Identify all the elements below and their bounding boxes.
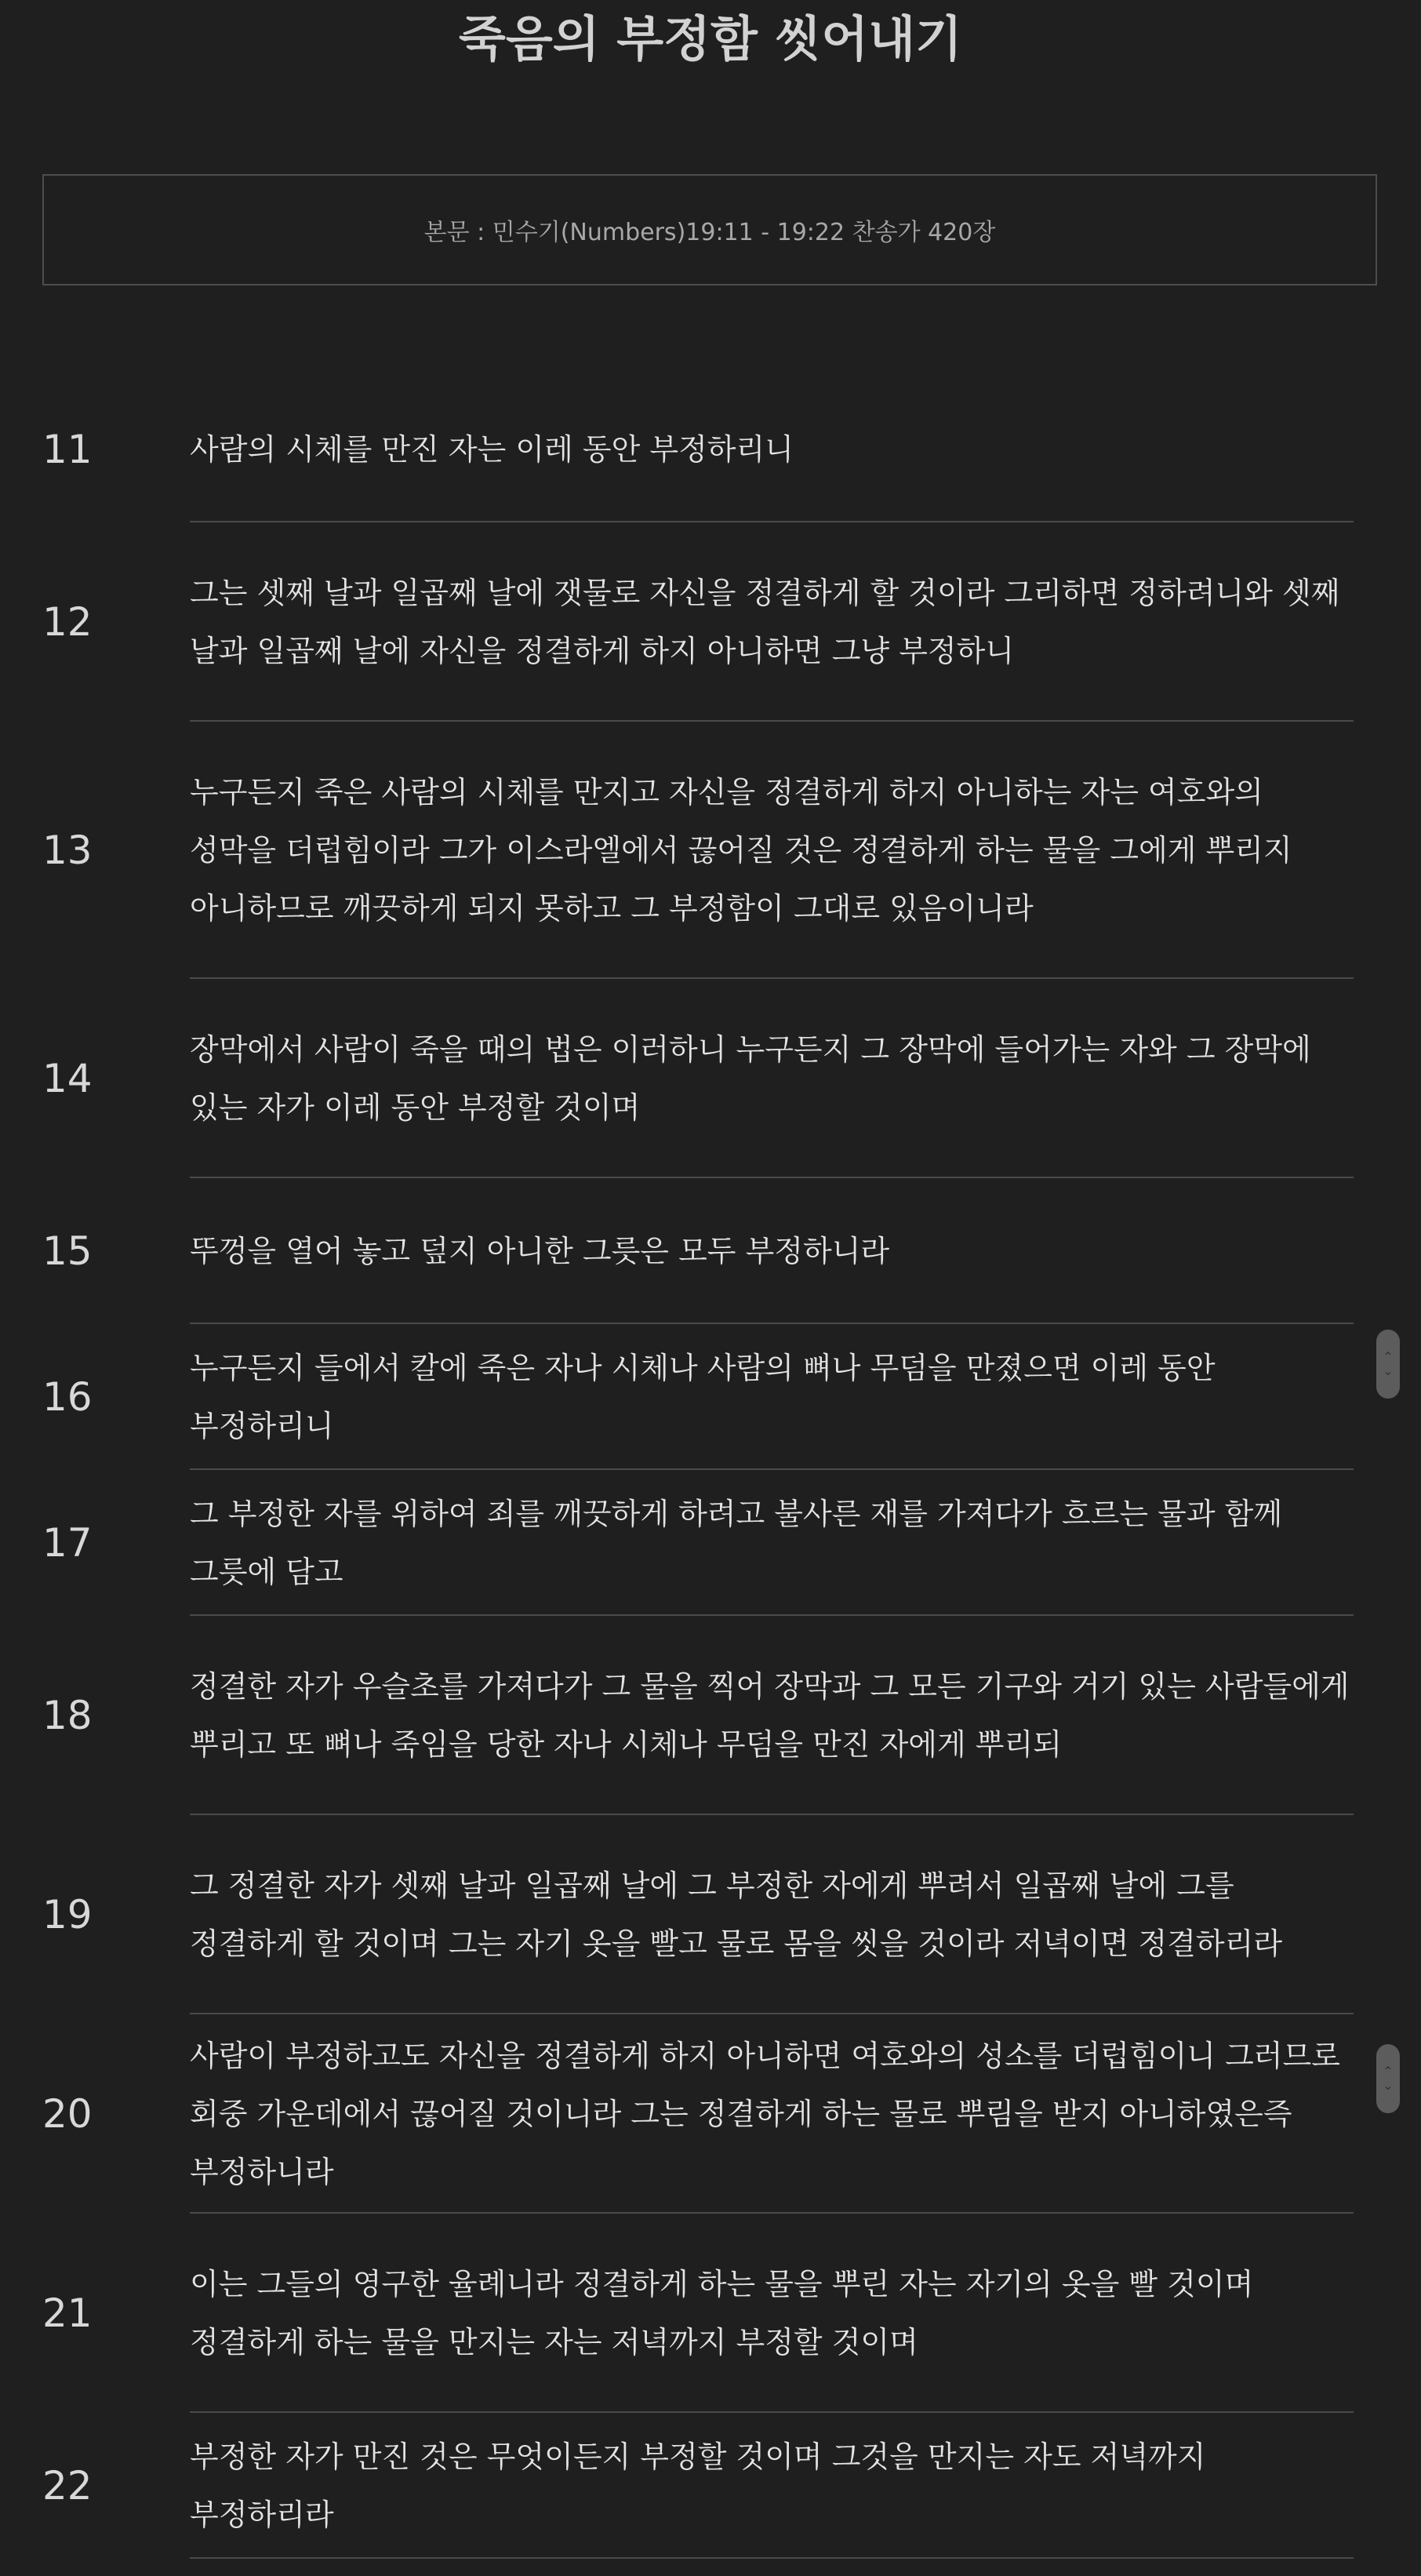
- verse-list: [0, 377, 1421, 2559]
- verse-text: 그 부정한 자를 위하여 죄를 깨끗하게 하려고 불사른 재를 가져다가 흐르는 물과 함께 그릇에 담고: [190, 1497, 1283, 1589]
- verse-row: [0, 1815, 1421, 2014]
- verse-text: 뚜껑을 열어 놓고 덮지 아니한 그릇은 모두 부정하니라: [190, 1234, 890, 1268]
- verse-row: [0, 1616, 1421, 1815]
- verse-number: 21: [42, 2290, 93, 2336]
- passage-reference-text: 본문 : 민수기(Numbers)19:11 - 19:22 찬송가 420장: [423, 219, 996, 246]
- verse-row: [0, 979, 1421, 1178]
- verse-row: [0, 2014, 1421, 2214]
- verse-text: 누구든지 들에서 칼에 죽은 자나 시체나 사람의 뼈나 무덤을 만졌으면 이레 동안 부정하리니: [190, 1351, 1216, 1443]
- verse-row: [0, 377, 1421, 522]
- verse-text: 사람이 부정하고도 자신을 정결하게 하지 아니하면 여호와의 성소를 더럽힘이니 그러므로 회중 가운데에서 끊어질 것이니라 그는 정결하게 하는 물로 뿌림을 받지 아니하였은즉 부정하니라: [190, 2039, 1340, 2189]
- verse-text: 그 정결한 자가 셋째 날과 일곱째 날에 그 부정한 자에게 뿌려서 일곱째 날에 그를 정결하게 할 것이며 그는 자기 옷을 빨고 물로 몸을 씻을 것이라 저녁이면 정결하리라: [190, 1868, 1283, 1961]
- verse-row: [0, 1470, 1421, 1616]
- verse-row: [0, 722, 1421, 979]
- verse-row: [0, 2413, 1421, 2559]
- up-down-chevron-icon: ⌃ ⌄: [1383, 2064, 1394, 2093]
- verse-text: 장막에서 사람이 죽을 때의 법은 이러하니 누구든지 그 장막에 들어가는 자와 그 장막에 있는 자가 이레 동안 부정할 것이며: [190, 1032, 1311, 1125]
- verse-text: 그는 셋째 날과 일곱째 날에 잿물로 자신을 정결하게 할 것이라 그리하면 정하려니와 셋째 날과 일곱째 날에 자신을 정결하게 하지 아니하면 그냥 부정하니: [190, 576, 1340, 668]
- verse-text: 누구든지 죽은 사람의 시체를 만지고 자신을 정결하게 하지 아니하는 자는 여호와의 성막을 더럽힘이라 그가 이스라엘에서 끊어질 것은 정결하게 하는 물을 그에게 뿌리지 아니하므로 깨끗하게 되지 못하고 그 부정함이 그대로 있음이니라: [190, 775, 1292, 926]
- verse-row: [0, 1324, 1421, 1470]
- verse-number: 16: [42, 1374, 93, 1420]
- verse-number: 13: [42, 828, 93, 873]
- passage-reference: [42, 174, 1377, 286]
- verse-text: 부정한 자가 만진 것은 무엇이든지 부정할 것이며 그것을 만지는 자도 저녁까지 부정하리라: [190, 2440, 1206, 2532]
- verse-text: 이는 그들의 영구한 율례니라 정결하게 하는 물을 뿌린 자는 자기의 옷을 빨 것이며 정결하게 하는 물을 만지는 자는 저녁까지 부정할 것이며: [190, 2267, 1254, 2360]
- up-down-chevron-icon: ⌃ ⌄: [1383, 1349, 1394, 1378]
- verse-number: 19: [42, 1892, 93, 1937]
- verse-text: 사람의 시체를 만진 자는 이레 동안 부정하리니: [190, 432, 794, 467]
- verse-number: 18: [42, 1693, 93, 1738]
- verse-number: 17: [42, 1520, 93, 1566]
- scroll-handle-lower[interactable]: [1376, 2044, 1400, 2113]
- scroll-handle-upper[interactable]: [1376, 1330, 1400, 1399]
- verse-number: 14: [42, 1056, 93, 1101]
- verse-row: [0, 2214, 1421, 2413]
- verse-number: 20: [42, 2091, 93, 2137]
- verse-number: 15: [42, 1228, 93, 1274]
- verse-row: [0, 522, 1421, 722]
- verse-number: 11: [42, 427, 93, 472]
- verse-row: [0, 1178, 1421, 1324]
- verse-number: 22: [42, 2463, 93, 2509]
- verse-text: 정결한 자가 우슬초를 가져다가 그 물을 찍어 장막과 그 모든 기구와 거기 있는 사람들에게 뿌리고 또 뼈나 죽임을 당한 자나 시체나 무덤을 만진 자에게 뿌리되: [190, 1669, 1350, 1762]
- page-title: 죽음의 부정함 씻어내기: [458, 10, 963, 67]
- verse-number: 12: [42, 599, 93, 645]
